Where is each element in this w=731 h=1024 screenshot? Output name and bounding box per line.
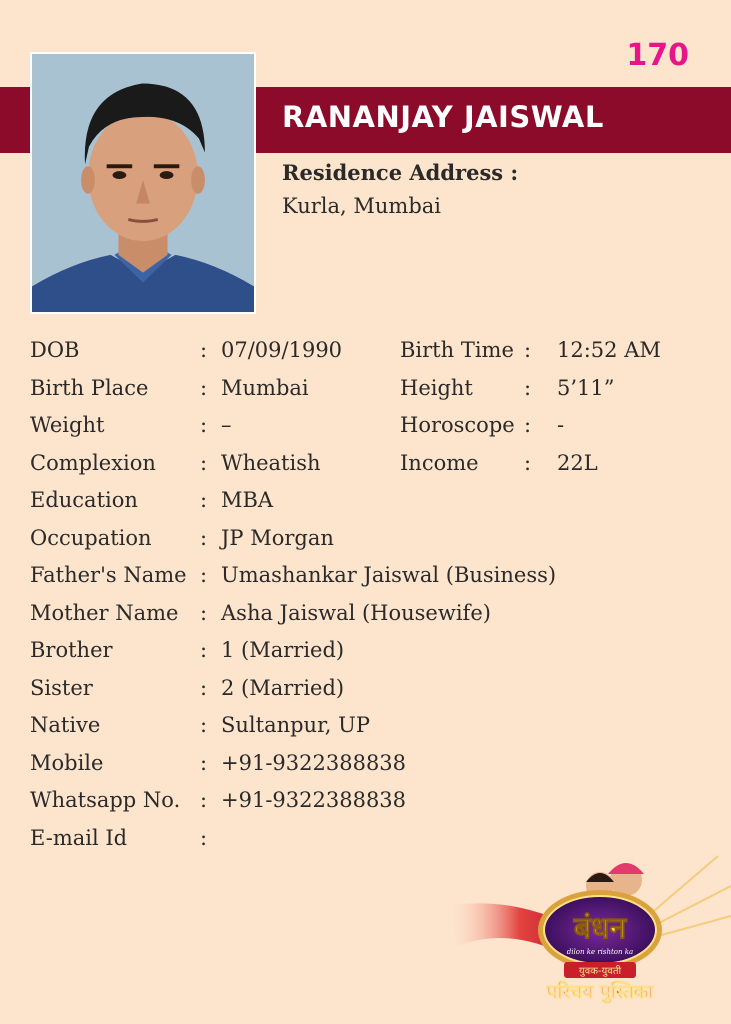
detail-colon: : — [200, 675, 208, 700]
detail-label: Complexion — [30, 450, 156, 475]
detail-value: 1 (Married) — [221, 638, 345, 662]
detail-label: Weight — [30, 413, 105, 437]
detail-colon: : — [524, 375, 532, 400]
detail-value: JP Morgan — [221, 525, 334, 550]
residence-label: Residence Address : — [282, 160, 519, 185]
detail-colon: : — [200, 600, 208, 625]
detail-colon: : — [200, 338, 208, 362]
detail-label: E-mail Id — [30, 825, 128, 850]
page-number: 170 — [626, 38, 689, 73]
detail-value: 5’11” — [557, 375, 615, 400]
detail-label: Whatsapp No. — [30, 788, 181, 812]
detail-value: 22L — [557, 450, 598, 475]
detail-colon: : — [200, 563, 208, 587]
detail-value: Wheatish — [221, 450, 321, 475]
detail-value: Asha Jaiswal (Housewife) — [221, 600, 491, 625]
detail-colon: : — [200, 638, 208, 662]
detail-label: Mother Name — [30, 600, 179, 625]
detail-colon: : — [200, 375, 208, 400]
detail-label: Father's Name — [30, 563, 187, 587]
detail-label: Birth Place — [30, 375, 149, 400]
detail-label: Sister — [30, 675, 93, 700]
detail-label: Brother — [30, 638, 113, 662]
detail-colon: : — [524, 450, 532, 475]
detail-label: Height — [400, 375, 473, 400]
detail-label: Horoscope — [400, 413, 515, 437]
detail-colon: : — [200, 488, 208, 512]
detail-value: +91-9322388838 — [221, 788, 407, 812]
detail-value: 12:52 AM — [557, 338, 661, 362]
logo-bottom-text: परिचय पुस्तिका — [546, 981, 654, 1003]
detail-colon: : — [200, 713, 208, 737]
logo-tagline: dilon ke rishton ka — [566, 948, 634, 956]
detail-value: – — [221, 413, 232, 437]
detail-value: Mumbai — [221, 375, 309, 400]
detail-value: Umashankar Jaiswal (Business) — [221, 563, 557, 587]
detail-colon: : — [200, 825, 208, 850]
detail-value: 2 (Married) — [221, 675, 345, 700]
detail-value: +91-9322388838 — [221, 750, 407, 775]
detail-label: Occupation — [30, 525, 152, 550]
detail-colon: : — [200, 525, 208, 550]
bandhan-logo — [448, 846, 731, 1024]
candidate-name: RANANJAY JAISWAL — [282, 100, 604, 134]
detail-colon: : — [524, 413, 532, 437]
detail-value: MBA — [221, 488, 274, 512]
detail-label: Income — [400, 450, 479, 475]
detail-colon: : — [200, 450, 208, 475]
detail-colon: : — [200, 788, 208, 812]
detail-label: Birth Time — [400, 338, 514, 362]
detail-colon: : — [200, 413, 208, 437]
detail-colon: : — [524, 338, 532, 362]
detail-value: 07/09/1990 — [221, 338, 343, 362]
residence-value: Kurla, Mumbai — [282, 194, 441, 218]
logo-sub-text: युवक-युवती — [578, 966, 622, 977]
detail-label: Native — [30, 713, 101, 737]
detail-value: - — [557, 413, 565, 437]
detail-value: Sultanpur, UP — [221, 713, 370, 737]
detail-label: DOB — [30, 338, 80, 362]
detail-label: Mobile — [30, 750, 104, 775]
detail-label: Education — [30, 488, 138, 512]
logo-main-text: बंधन — [573, 911, 627, 946]
detail-colon: : — [200, 750, 208, 775]
profile-photo — [30, 52, 256, 314]
